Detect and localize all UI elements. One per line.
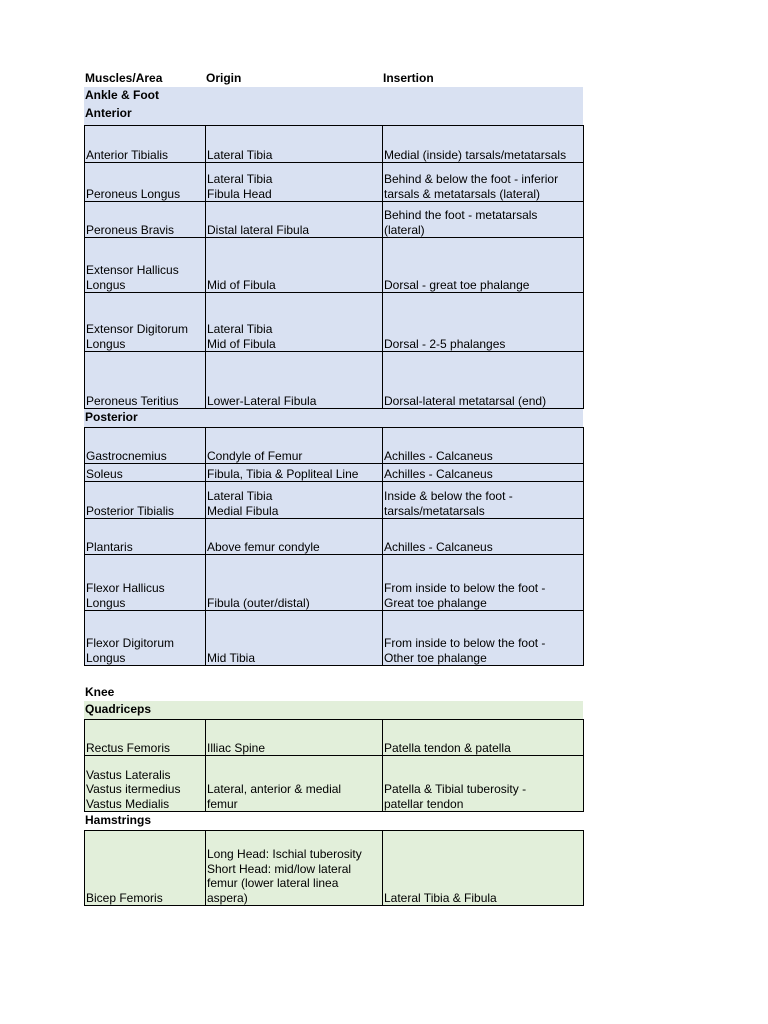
table-row — [85, 163, 584, 202]
header-muscles: Muscles/Area — [85, 71, 163, 85]
muscle-cell: Extensor Hallicus Longus — [85, 238, 206, 293]
origin-cell: Mid of Fibula — [206, 238, 383, 293]
muscle-cell: Soleus — [85, 464, 206, 482]
origin-cell: Lower-Lateral Fibula — [206, 352, 383, 409]
hamstrings-table — [84, 830, 584, 906]
origin-cell: Lateral Tibia — [206, 126, 383, 163]
table-row — [85, 352, 584, 409]
table-row — [85, 831, 584, 906]
origin-cell: Lateral, anterior & medial femur — [206, 756, 383, 812]
subsection-posterior: Posterior — [84, 409, 583, 427]
section-knee: Knee — [84, 683, 583, 701]
muscle-cell: Peroneus Teritius — [85, 352, 206, 409]
table-row — [85, 555, 584, 611]
table-row — [85, 756, 584, 812]
table-row — [85, 202, 584, 238]
anterior-table — [84, 125, 584, 409]
origin-cell: Mid Tibia — [206, 611, 383, 666]
insertion-cell: Inside & below the foot - tarsals/metatarsals — [383, 482, 584, 519]
muscle-cell: Peroneus Bravis — [85, 202, 206, 238]
muscle-cell: Flexor Digitorum Longus — [85, 611, 206, 666]
section-ankle-foot: Ankle & Foot — [84, 87, 583, 105]
muscle-cell: Vastus Lateralis Vastus itermedius Vastus Medialis — [85, 756, 206, 812]
muscle-cell: Posterior Tibialis — [85, 482, 206, 519]
origin-cell: Distal lateral Fibula — [206, 202, 383, 238]
muscle-cell: Gastrocnemius — [85, 428, 206, 464]
spreadsheet — [84, 68, 583, 906]
posterior-table — [84, 427, 584, 666]
insertion-cell: Behind the foot - metatarsals (lateral) — [383, 202, 584, 238]
muscle-cell: Extensor Digitorum Longus — [85, 293, 206, 352]
origin-cell: Lateral Tibia Medial Fibula — [206, 482, 383, 519]
origin-cell: Fibula, Tibia & Popliteal Line — [206, 464, 383, 482]
column-header-row — [84, 68, 583, 87]
muscle-cell: Bicep Femoris — [85, 831, 206, 906]
muscle-cell: Peroneus Longus — [85, 163, 206, 202]
insertion-cell: Dorsal - 2-5 phalanges — [383, 293, 584, 352]
origin-cell: Lateral Tibia Fibula Head — [206, 163, 383, 202]
insertion-cell: Patella & Tibial tuberosity - patellar tendon — [383, 756, 584, 812]
insertion-cell: Lateral Tibia & Fibula — [383, 831, 584, 906]
table-row — [85, 464, 584, 482]
header-insertion: Insertion — [383, 71, 434, 85]
muscle-cell: Rectus Femoris — [85, 720, 206, 756]
header-origin: Origin — [206, 71, 242, 85]
table-row — [85, 720, 584, 756]
insertion-cell: From inside to below the foot - Great toe phalange — [383, 555, 584, 611]
origin-cell: Above femur condyle — [206, 519, 383, 555]
table-row — [85, 482, 584, 519]
table-row — [85, 126, 584, 163]
insertion-cell: Achilles - Calcaneus — [383, 428, 584, 464]
muscle-cell: Plantaris — [85, 519, 206, 555]
table-row — [85, 428, 584, 464]
subsection-hamstrings: Hamstrings — [84, 812, 583, 830]
insertion-cell: Achilles - Calcaneus — [383, 464, 584, 482]
table-row — [85, 238, 584, 293]
subsection-anterior: Anterior — [84, 105, 583, 125]
origin-cell: Illiac Spine — [206, 720, 383, 756]
subsection-quadriceps: Quadriceps — [84, 701, 583, 719]
quadriceps-table — [84, 719, 584, 812]
origin-cell: Lateral Tibia Mid of Fibula — [206, 293, 383, 352]
muscle-cell: Flexor Hallicus Longus — [85, 555, 206, 611]
insertion-cell: Behind & below the foot - inferior tarsals & metatarsals (lateral) — [383, 163, 584, 202]
table-row — [85, 611, 584, 666]
insertion-cell: From inside to below the foot - Other toe phalange — [383, 611, 584, 666]
table-row — [85, 293, 584, 352]
insertion-cell: Dorsal-lateral metatarsal (end) — [383, 352, 584, 409]
insertion-cell: Patella tendon & patella — [383, 720, 584, 756]
table-row — [85, 519, 584, 555]
muscle-cell: Anterior Tibialis — [85, 126, 206, 163]
origin-cell: Condyle of Femur — [206, 428, 383, 464]
origin-cell: Long Head: Ischial tuberosity Short Head: mid/low lateral femur (lower lateral linea aspera) — [206, 831, 383, 906]
insertion-cell: Achilles - Calcaneus — [383, 519, 584, 555]
insertion-cell: Medial (inside) tarsals/metatarsals — [383, 126, 584, 163]
origin-cell: Fibula (outer/distal) — [206, 555, 383, 611]
insertion-cell: Dorsal - great toe phalange — [383, 238, 584, 293]
